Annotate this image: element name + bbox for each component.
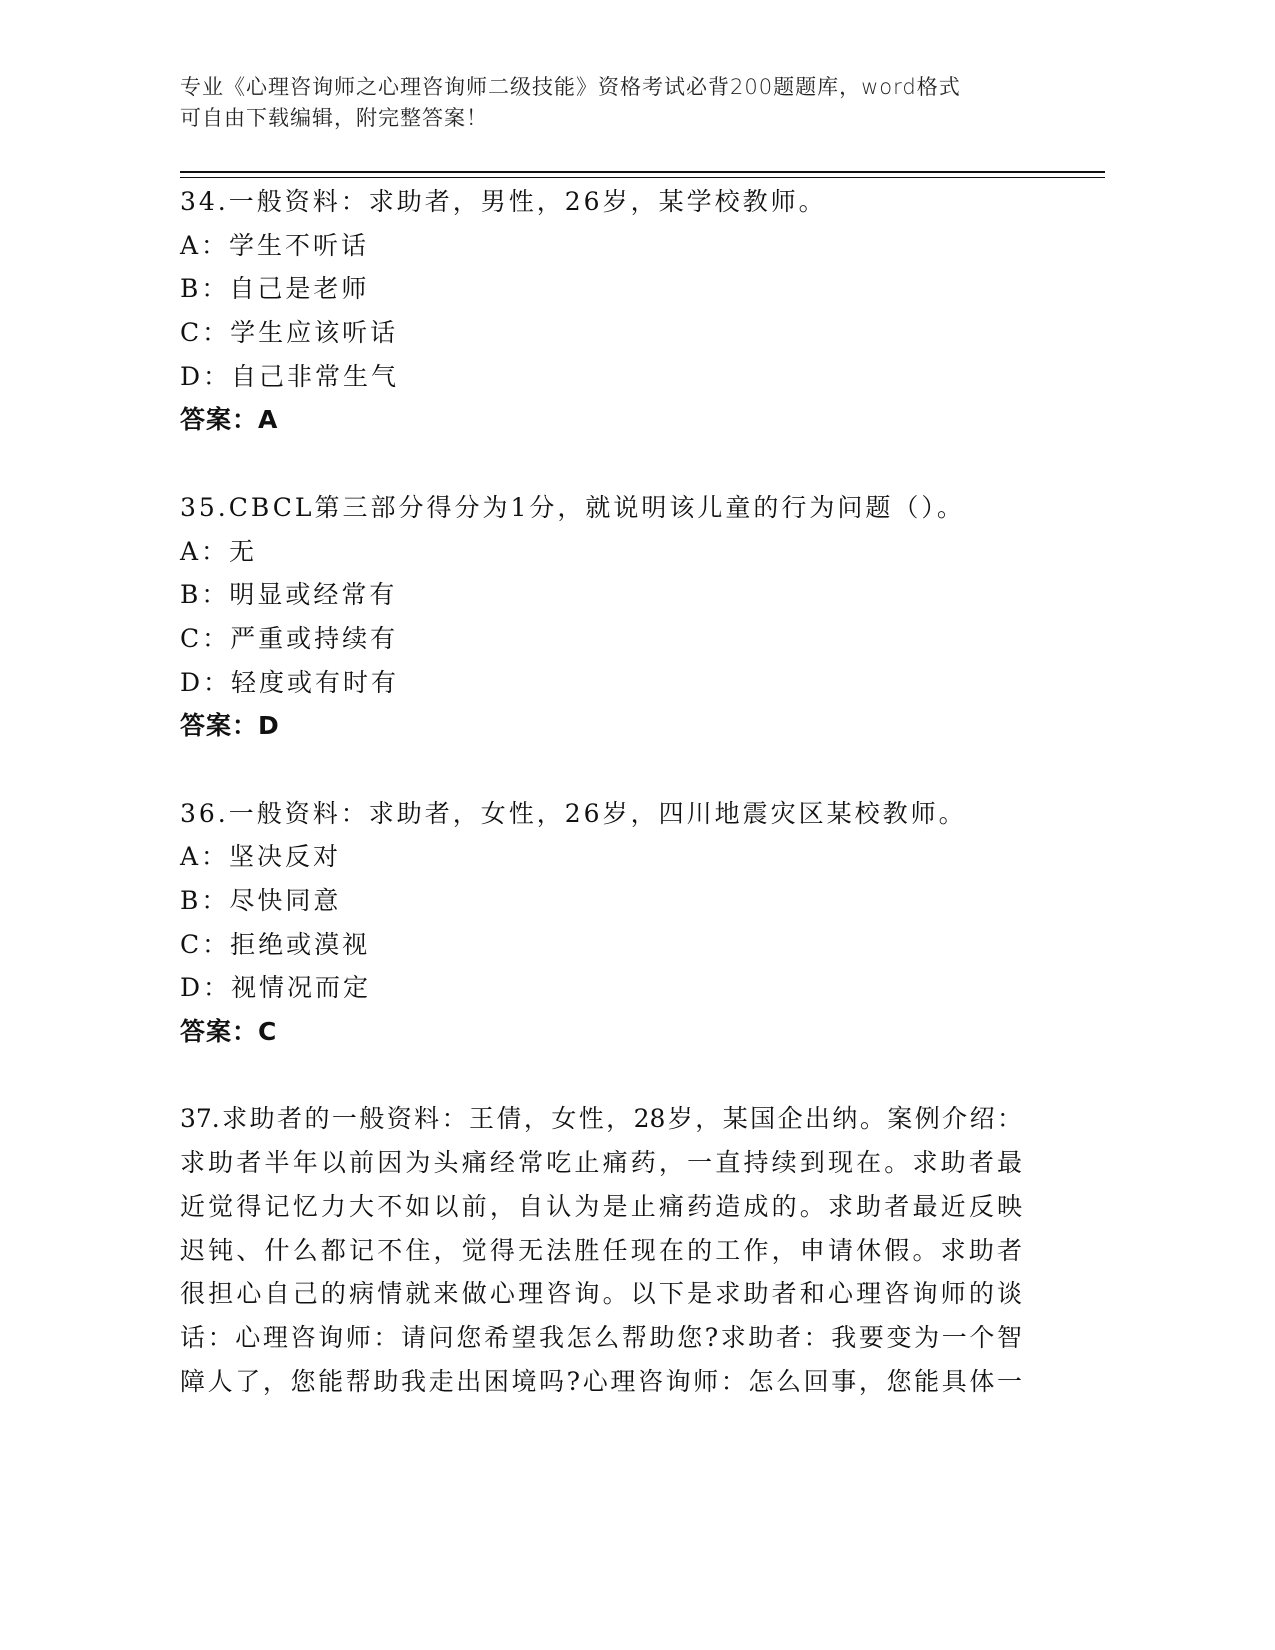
header-line-2: 可自由下载编辑，附完整答案！ — [180, 106, 488, 130]
paragraph-line: 话：心理咨询师：请问您希望我怎么帮助您?求助者：我要变为一个智 — [180, 1322, 1022, 1352]
question-stem: 36.一般资料：求助者，女性，26岁，四川地震灾区某校教师。 — [180, 798, 967, 828]
option-d: D：轻度或有时有 — [180, 667, 400, 697]
option-c: C：严重或持续有 — [180, 623, 399, 653]
question-stem: 34.一般资料：求助者，男性，26岁，某学校教师。 — [180, 187, 827, 216]
question-37 — [180, 1097, 1030, 1403]
option-a: A：无 — [180, 536, 258, 566]
option-d: D：自己非常生气 — [180, 361, 400, 391]
question-stem: 35.CBCL第三部分得分为1分，就说明该儿童的行为问题（）。 — [180, 492, 965, 522]
answer: 答案：A — [180, 405, 279, 435]
option-c: C：学生应该听话 — [180, 318, 399, 348]
paragraph-line: 37.求助者的一般资料：王倩，女性，28岁，某国企出纳。案例介绍： — [180, 1104, 1022, 1134]
question-35 — [180, 486, 1030, 748]
question-34 — [180, 180, 1030, 442]
header-divider-thin — [180, 177, 1105, 178]
paragraph-line: 迟钝、什么都记不住，觉得无法胜任现在的工作，申请休假。求助者 — [180, 1235, 1022, 1265]
option-b: B：尽快同意 — [180, 886, 342, 915]
paragraph-line: 近觉得记忆力大不如以前，自认为是止痛药造成的。求助者最近反映 — [180, 1191, 1022, 1221]
document-body — [180, 180, 1030, 1403]
option-c: C：拒绝或漠视 — [180, 929, 371, 959]
answer: 答案：C — [180, 1017, 278, 1047]
paragraph-line: 障人了，您能帮助我走出困境吗?心理咨询师：怎么回事，您能具体一 — [180, 1366, 1022, 1396]
option-d: D：视情况而定 — [180, 973, 372, 1003]
header-divider-thick — [180, 171, 1105, 173]
question-36 — [180, 792, 1030, 1054]
option-b: B：明显或经常有 — [180, 580, 398, 610]
option-a: A：学生不听话 — [180, 230, 370, 260]
option-b: B：自己是老师 — [180, 274, 370, 304]
document-header — [180, 72, 1030, 134]
paragraph-line: 很担心自己的病情就来做心理咨询。以下是求助者和心理咨询师的谈 — [180, 1279, 1022, 1309]
paragraph-line: 求助者半年以前因为头痛经常吃止痛药，一直持续到现在。求助者最 — [180, 1148, 1022, 1178]
answer: 答案：D — [180, 711, 280, 741]
option-a: A：坚决反对 — [180, 842, 342, 872]
header-line-1: 专业《心理咨询师之心理咨询师二级技能》资格考试必背200题题库，word格式 — [180, 75, 961, 99]
